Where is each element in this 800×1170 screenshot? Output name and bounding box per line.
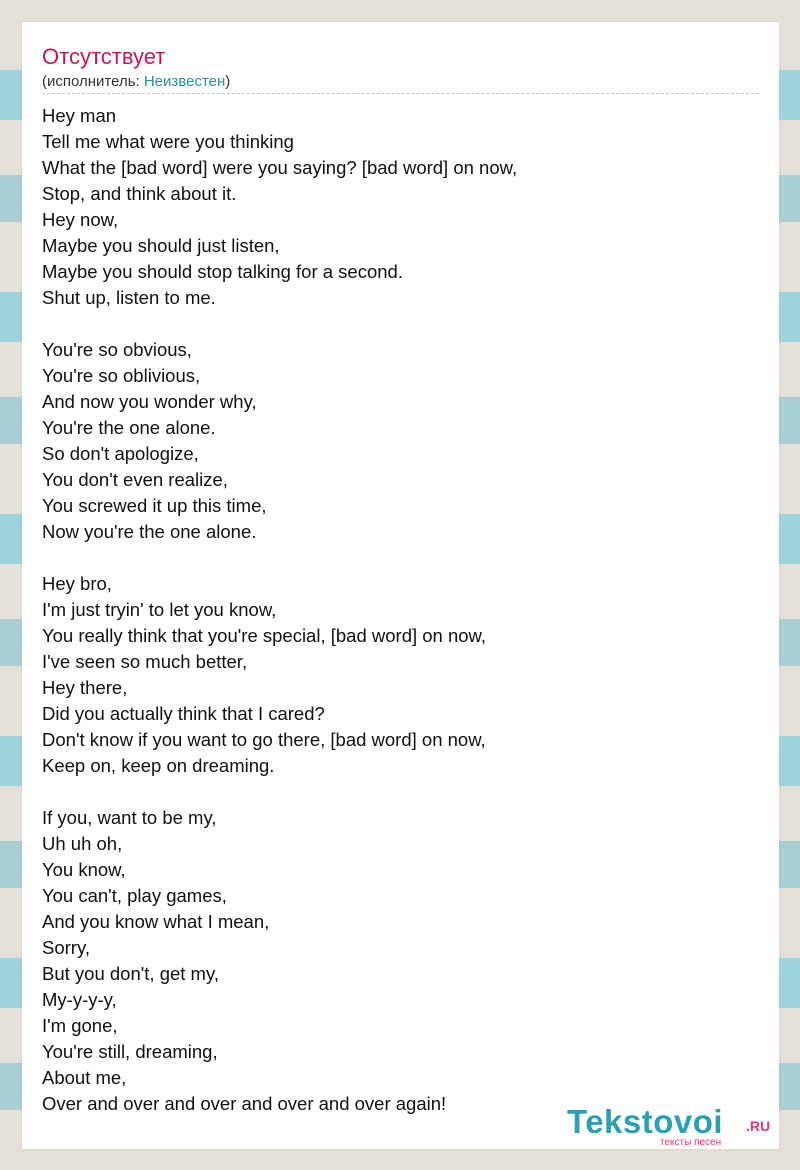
lyrics-verse — [42, 571, 762, 779]
lyric-line: You're the one alone. — [42, 417, 216, 438]
lyric-line: Over and over and over and over and over again! — [42, 1093, 447, 1114]
logo-tld: .RU — [746, 1118, 771, 1134]
logo-tagline: тексты песен — [660, 1137, 722, 1148]
lyric-line: I've seen so much better, — [42, 651, 248, 672]
lyric-line: Stop, and think about it. — [42, 183, 237, 204]
lyric-line: So don't apologize, — [42, 443, 199, 464]
lyric-line: You don't even realize, — [42, 469, 228, 490]
lyric-line: Tell me what were you thinking — [42, 131, 294, 152]
lyric-line: Hey man — [42, 105, 117, 126]
lyric-line: You're still, dreaming, — [42, 1041, 218, 1062]
lyric-line: I'm gone, — [42, 1015, 118, 1036]
artist-suffix: ) — [225, 73, 231, 90]
lyric-line: Shut up, listen to me. — [42, 287, 216, 308]
lyric-line: My-y-y-y, — [42, 989, 117, 1010]
lyrics-verse — [42, 103, 762, 311]
lyric-line: You can't, play games, — [42, 885, 227, 906]
lyric-line: And now you wonder why, — [42, 391, 257, 412]
lyric-line: About me, — [42, 1067, 127, 1088]
song-title: Отсутствует — [42, 44, 166, 69]
lyric-line: What the [bad word] were you saying? [bad word] on now, — [42, 157, 518, 178]
lyric-line: You screwed it up this time, — [42, 495, 267, 516]
lyric-line: Sorry, — [42, 937, 90, 958]
lyric-line: You're so obvious, — [42, 339, 192, 360]
lyric-line: Did you actually think that I cared? — [42, 703, 325, 724]
lyrics-body — [42, 103, 762, 1117]
lyric-line: Hey now, — [42, 209, 119, 230]
lyric-line: You really think that you're special, [bad word] on now, — [42, 625, 487, 646]
artist-line — [42, 73, 230, 91]
lyric-line: But you don't, get my, — [42, 963, 219, 984]
artist-prefix: (исполнитель: — [42, 73, 144, 90]
lyric-line: If you, want to be my, — [42, 807, 217, 828]
lyric-line: You're so oblivious, — [42, 365, 201, 386]
lyric-line: And you know what I mean, — [42, 911, 270, 932]
lyric-line: Maybe you should just listen, — [42, 235, 280, 256]
lyric-line: Hey bro, — [42, 573, 112, 594]
lyric-line: I'm just tryin' to let you know, — [42, 599, 277, 620]
lyric-line: Maybe you should stop talking for a second. — [42, 261, 403, 282]
lyric-line: You know, — [42, 859, 126, 880]
lyric-line: Keep on, keep on dreaming. — [42, 755, 275, 776]
lyrics-card — [22, 22, 779, 1149]
title-divider — [42, 93, 759, 94]
lyrics-verse — [42, 337, 762, 545]
lyric-line: Hey there, — [42, 677, 128, 698]
lyrics-verse — [42, 805, 762, 1117]
lyric-line: Now you're the one alone. — [42, 521, 257, 542]
lyric-line: Uh uh oh, — [42, 833, 123, 854]
lyric-line: Don't know if you want to go there, [bad word] on now, — [42, 729, 486, 750]
site-logo[interactable] — [567, 1103, 777, 1148]
logo-wordmark: Tekstovoi — [567, 1103, 724, 1140]
artist-link[interactable]: Неизвестен — [143, 73, 226, 90]
